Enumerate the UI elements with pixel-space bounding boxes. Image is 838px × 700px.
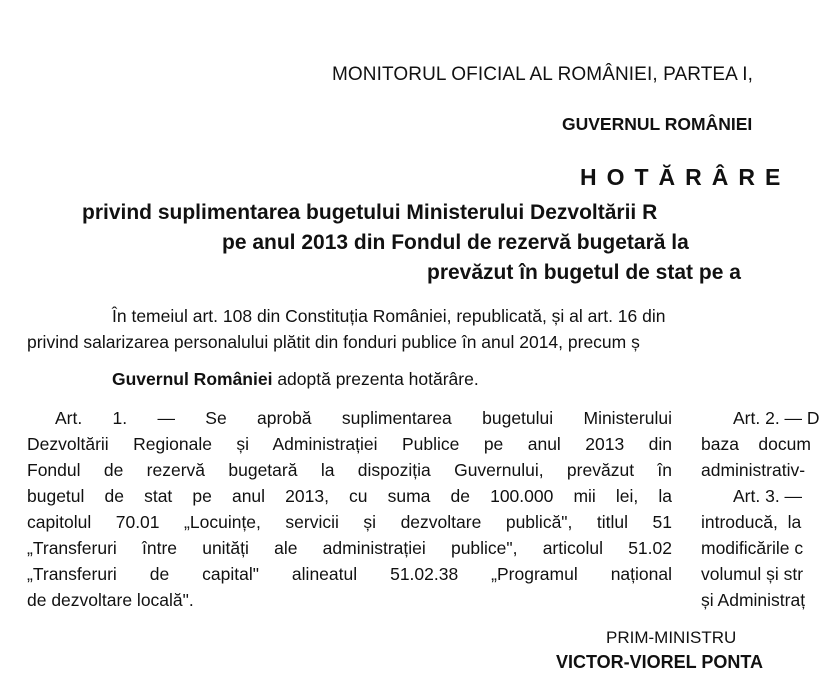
article-3-line-3: modificările c (701, 538, 804, 558)
article-1 (27, 405, 672, 613)
issuer-heading: GUVERNUL ROMÂNIEI (562, 114, 753, 134)
article-3-line-2: introducă, la (701, 512, 802, 532)
signatory-name: VICTOR-VIOREL PONTA (556, 652, 764, 672)
article-1-line: „Transferuri de capital" alineatul 51.02.38 „Programul național (27, 564, 672, 584)
article-3-line-5: și Administraț (701, 590, 806, 610)
article-1-line: bugetul de stat pe anul 2013, cu suma de 100.000 mii lei, la (27, 486, 672, 506)
article-1-line: Fondul de rezervă bugetară la dispoziția Guvernului, prevăzut în (27, 460, 672, 480)
article-1-line: capitolul 70.01 „Locuințe, servicii și dezvoltare publică", titlul 51 (27, 512, 672, 532)
article-2-line-1: Art. 2. — D (733, 408, 820, 428)
article-1-line: Dezvoltării Regionale și Administrației Publice pe anul 2013 din (27, 434, 672, 454)
article-3-line-1: Art. 3. — (733, 486, 803, 506)
adoption-text: adoptă prezenta hotărâre. (272, 369, 479, 389)
article-2-line-2: baza docum (701, 434, 811, 454)
publication-header: MONITORUL OFICIAL AL ROMÂNIEI, PARTEA I, (332, 64, 754, 85)
adoption-subject: Guvernul României (112, 369, 273, 389)
signatory-title: PRIM-MINISTRU (606, 628, 737, 647)
document-title-line-1: privind suplimentarea bugetului Ministerului Dezvoltării R (82, 201, 658, 224)
adoption-statement (112, 369, 479, 390)
article-1-line: de dezvoltare locală". (27, 590, 194, 610)
document-type-heading: HOTĂRÂRE (580, 164, 791, 190)
preamble-line-1: În temeiul art. 108 din Constituția României, republicată, și al art. 16 din (112, 306, 666, 326)
article-3-line-4: volumul și str (701, 564, 804, 584)
document-title-line-2: pe anul 2013 din Fondul de rezervă bugetară la (222, 231, 689, 254)
document-title-line-3: prevăzut în bugetul de stat pe a (427, 261, 741, 284)
article-1-line: „Transferuri între unități ale administrației publice", articolul 51.02 (27, 538, 672, 558)
article-2-line-3: administrativ- (701, 460, 806, 480)
article-1-line: Art. 1. — Se aprobă suplimentarea bugetului Ministerului (55, 408, 672, 428)
preamble-line-2: privind salarizarea personalului plătit din fonduri publice în anul 2014, precum ș (27, 332, 640, 352)
